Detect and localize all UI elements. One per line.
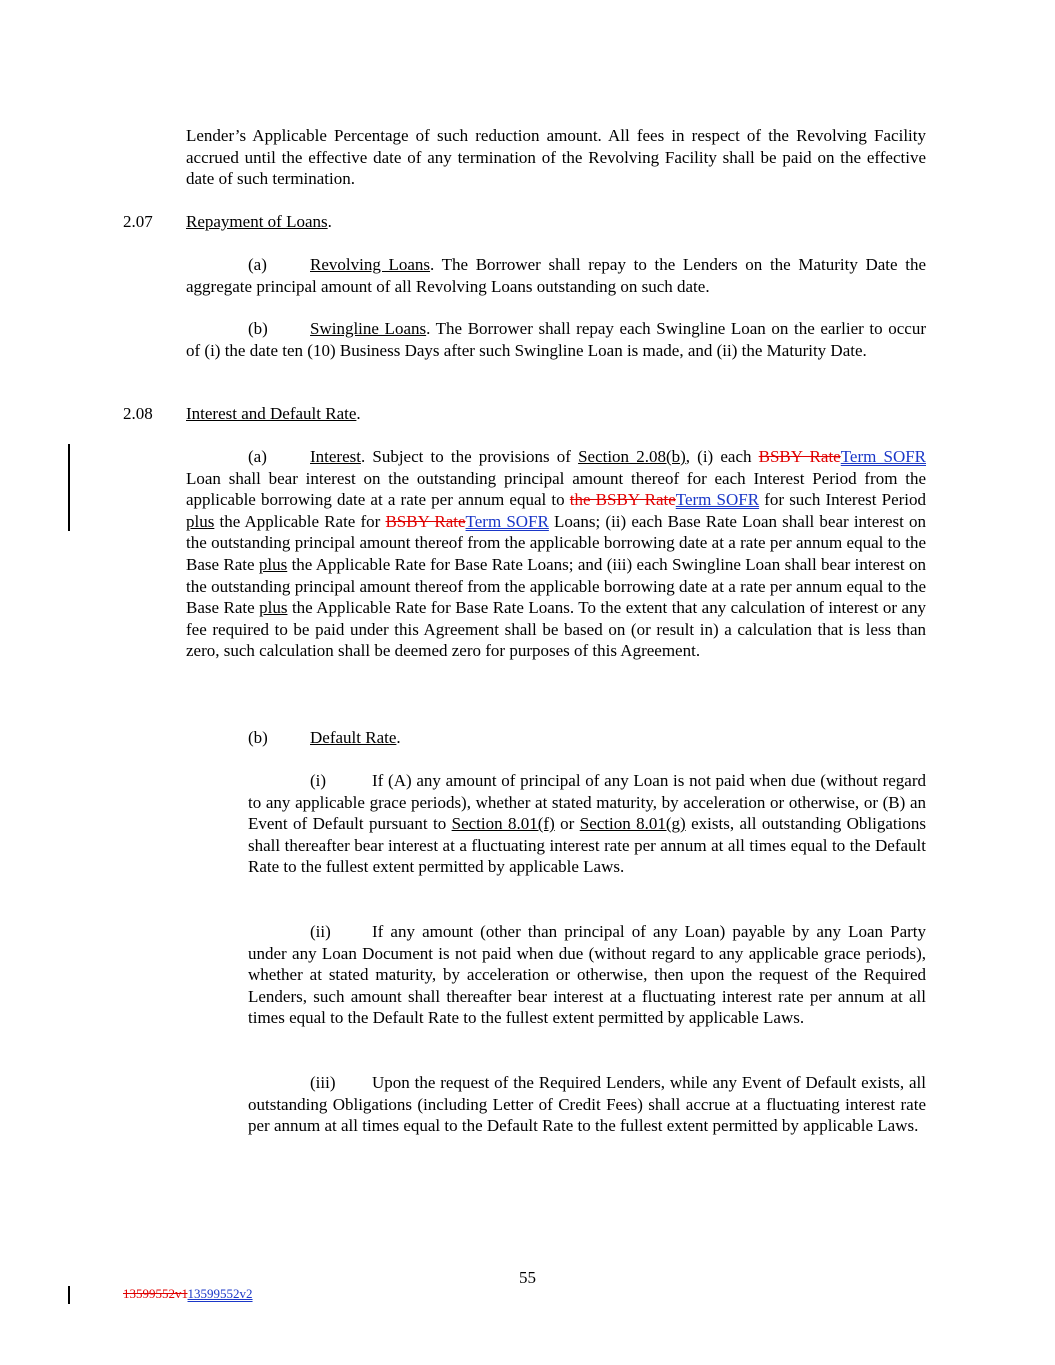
clause-title: Default Rate	[310, 728, 397, 747]
clause-title: Swingline Loans	[310, 319, 427, 338]
document-id	[123, 1286, 253, 1302]
section-reference: Section 8.01(g)	[579, 814, 686, 834]
inserted-text: Term SOFR	[840, 447, 927, 466]
subclause-label: (i)	[310, 771, 327, 790]
section-reference: Section 8.01(f)	[451, 814, 555, 834]
emphasis-plus: plus	[258, 554, 288, 574]
clause-label: (b)	[248, 728, 268, 747]
section-title: Interest and Default Rate	[186, 404, 357, 423]
section-number: 2.07	[123, 212, 153, 231]
change-bar	[68, 444, 70, 531]
page-number: 55	[519, 1268, 536, 1287]
subclause-label: (iii)	[310, 1073, 336, 1092]
section-number: 2.08	[123, 404, 153, 423]
section-2-08-a: (a) Interest. Subject to the provisions of Section 2.08(b), (i) each BSBY RateTerm SOFR Loan shall bear interest on the outstanding principal amount thereof for each Interest Period from the applicable borrowing date at a rate per annum equal to the BSBY RateTerm SOFR for such Interest Period plus the Applicable Rate for BSBY RateTerm SOFR Loans; (ii) each Base Rate Loan shall bear interest on the outstanding principal amount thereof from the applicable borrowing date at a rate per annum equal to the Base Rate plus the Applicable Rate for Base Rate Loans; and (iii) each Swingline Loan shall bear interest on the outstanding principal amount thereof from the applicable borrowing date at a rate per annum equal to the Base Rate plus the Applicable Rate for Base Rate Loans. To the extent that any calculation of interest or any fee required to be paid under this Agreement shall be based on (or result in) a calculation that is less than zero, such calculation shall be deemed zero for purposes of this Agreement.	[186, 447, 927, 661]
section-2-08-b-i: (i) If (A) any amount of principal of any Loan is not paid when due (without regard to any applicable grace periods), whether at stated maturity, by acceleration or otherwise, or (B) an Event of Default pursuant to Section 8.01(f) or Section 8.01(g) exists, all outstanding Obligations shall thereafter bear interest at a fluctuating interest rate per annum at all times equal to the Default Rate to the fullest extent permitted by applicable Laws.	[248, 771, 926, 877]
inserted-text: Term SOFR	[675, 490, 760, 510]
intro-paragraph: Lender’s Applicable Percentage of such reduction amount. All fees in respect of the Revolving Facility accrued until the effective date of any termination of the Revolving Facility shall be paid on the effective date of such termination.	[186, 126, 926, 189]
section-2-07-b: (b) Swingline Loans. The Borrower shall repay each Swingline Loan on the earlier to occur of (i) the date ten (10) Business Days after such Swingline Loan is made, and (ii) the Maturity Date.	[186, 319, 926, 360]
section-title: Repayment of Loans	[186, 212, 328, 231]
section-2-08-heading: 2.08 Interest and Default Rate.	[123, 404, 361, 423]
inserted-text: Term SOFR	[465, 511, 549, 531]
change-bar	[68, 1286, 70, 1304]
section-2-08-b: (b) Default Rate.	[248, 728, 401, 747]
clause-label: (b)	[248, 319, 268, 338]
deleted-text: the BSBY Rate	[569, 490, 676, 510]
clause-title: Interest	[310, 447, 361, 466]
deleted-text: BSBY Rate	[758, 447, 841, 466]
inserted-text: 13599552v2	[187, 1286, 253, 1301]
clause-label: (a)	[248, 447, 267, 466]
emphasis-plus: plus	[259, 598, 288, 618]
deleted-text: BSBY Rate	[385, 511, 466, 531]
subclause-label: (ii)	[310, 922, 331, 941]
section-reference: Section 2.08(b)	[578, 447, 686, 466]
deleted-text: 13599552v1	[123, 1286, 188, 1301]
section-2-08-b-iii: (iii) Upon the request of the Required Lenders, while any Event of Default exists, all outstanding Obligations (including Letter of Credit Fees) shall accrue at a fluctuating interest rate per annum at all times equal to the Default Rate to the fullest extent permitted by applicable Laws.	[248, 1073, 926, 1136]
clause-title: Revolving Loans	[310, 255, 431, 274]
section-2-07-heading: 2.07 Repayment of Loans.	[123, 212, 332, 231]
clause-label: (a)	[248, 255, 267, 274]
emphasis-plus: plus	[186, 511, 215, 531]
section-2-08-b-ii: (ii) If any amount (other than principal of any Loan) payable by any Loan Party under any Loan Document is not paid when due (without regard to any applicable grace periods), whether at stated maturity, by acceleration or otherwise, then upon the request of the Required Lenders, such amount shall thereafter bear interest at a fluctuating interest rate per annum at all times equal to the Default Rate to the fullest extent permitted by applicable Laws.	[248, 922, 926, 1028]
section-2-07-a: (a) Revolving Loans. The Borrower shall repay to the Lenders on the Maturity Date the aggregate principal amount of all Revolving Loans outstanding on such date.	[186, 255, 926, 296]
